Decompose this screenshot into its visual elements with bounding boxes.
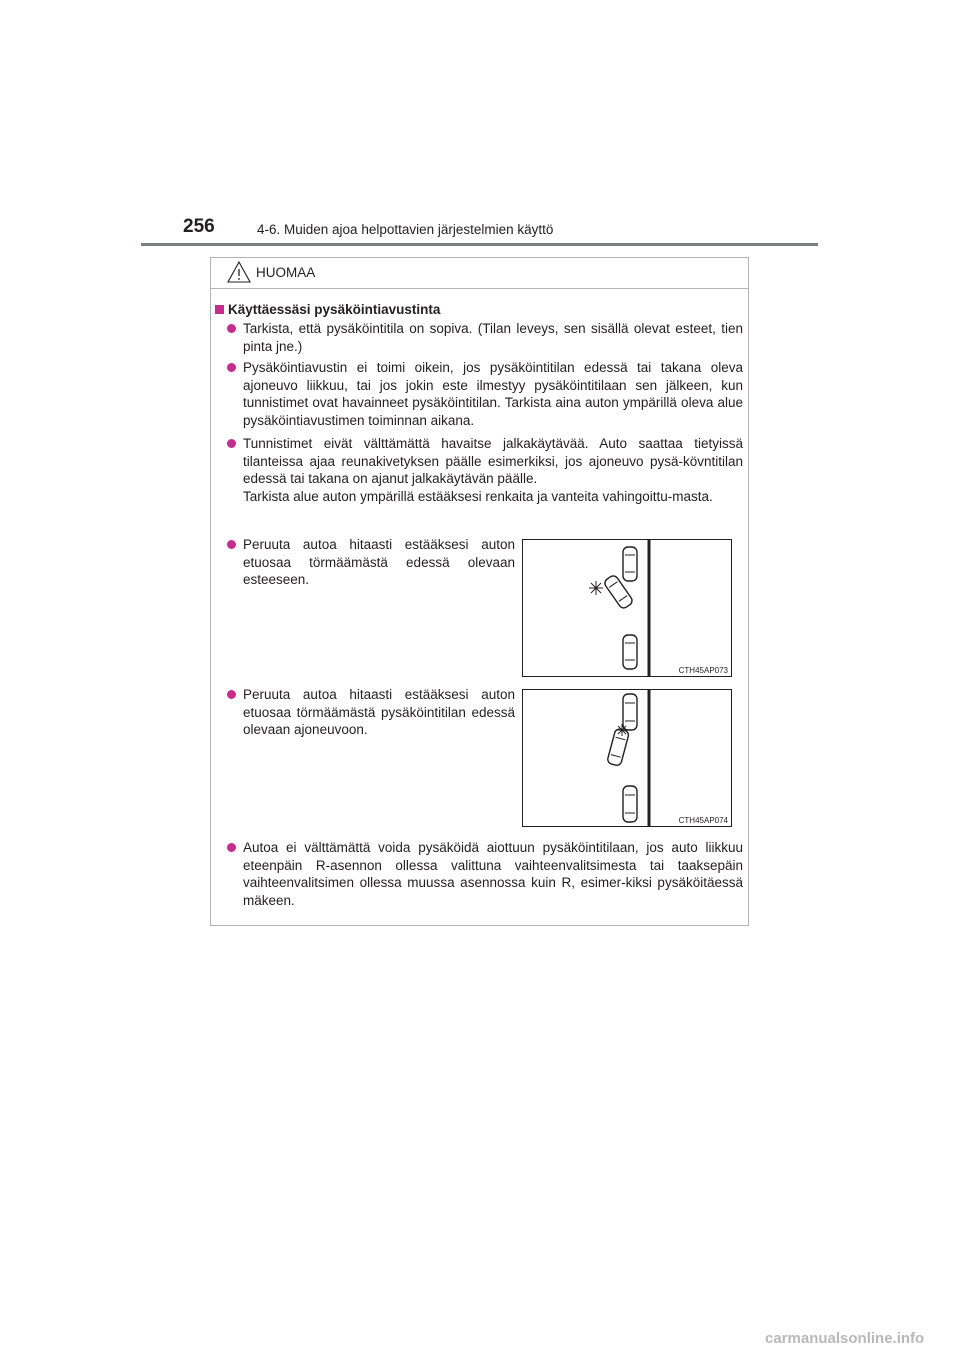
- bullet-icon: [227, 540, 236, 549]
- bullet-item: [227, 359, 743, 429]
- header-rule: [141, 243, 818, 246]
- notice-title: HUOMAA: [256, 265, 316, 280]
- bullet-text-continued: Tarkista alue auton ympärillä estääksesi renkaita ja vanteita vahingoittu-masta.: [243, 488, 713, 504]
- bullet-item: [227, 435, 743, 505]
- watermark: carmanualsonline.info: [765, 1330, 925, 1347]
- warning-triangle-icon: [226, 260, 252, 284]
- notice-header: [211, 258, 748, 289]
- figure-bullet: [227, 686, 515, 739]
- impact-icon: [589, 581, 603, 595]
- bullet-icon: [227, 843, 236, 852]
- car-icon: [623, 547, 637, 581]
- figure-code: CTH45AP073: [678, 666, 728, 675]
- bullet-text: Peruuta autoa hitaasti estääksesi auton etuosaa törmäämästä pysäköintitilan edessä olevaan ajoneuvoon.: [243, 687, 515, 737]
- figure-vehicle: [522, 689, 732, 827]
- bullet-icon: [227, 690, 236, 699]
- bullet-item: [227, 839, 743, 909]
- bullet-text: Pysäköintiavustin ei toimi oikein, jos pysäköintitilan edessä tai takana oleva ajoneuvo liikkuu, tai jos jokin este ilmestyy pysäköintitilaan sen jälkeen, kun tunnistimet ovat havainneet pysäköintitilan. Tarkista aina auton ympärillä oleva alue pysäköintiavustimen toiminnan aikana.: [243, 360, 743, 428]
- bullet-icon: [227, 363, 236, 372]
- section-square-icon: [215, 305, 224, 314]
- bullet-icon: [227, 439, 236, 448]
- page-number: 256: [183, 216, 215, 237]
- parking-diagram: [523, 540, 731, 676]
- notice-box: [210, 257, 749, 926]
- bullet-text: Tarkista, että pysäköintitila on sopiva. (Tilan leveys, sen sisällä olevat esteet, tien pinta jne.): [243, 321, 743, 354]
- bullet-text: Peruuta autoa hitaasti estääksesi auton etuosaa törmäämästä edessä olevaan esteeseen.: [243, 537, 515, 587]
- car-icon: [623, 635, 637, 669]
- parking-diagram: [523, 690, 731, 826]
- bullet-item: [227, 320, 743, 355]
- bullet-icon: [227, 324, 236, 333]
- figure-bullet: [227, 536, 515, 589]
- figure-code: CTH45AP074: [678, 816, 728, 825]
- car-icon: [623, 694, 637, 730]
- bullet-text: Autoa ei välttämättä voida pysäköidä aiottuun pysäköintitilaan, jos auto liikkuu eteenpäin R-asennon ollessa valittuna vaihteenvalitsimesta tai taaksepäin vaihteenvalitsimen ollessa muussa asennossa kuin R, esimer-kiksi pysäköitäessä mäkeen.: [243, 840, 743, 908]
- car-icon: [623, 786, 637, 822]
- figure-obstacle: [522, 539, 732, 677]
- section-title: Käyttäessäsi pysäköintiavustinta: [228, 302, 441, 317]
- bullet-text: Tunnistimet eivät välttämättä havaitse jalkakäytävää. Auto saattaa tietyissä tilanteissa ajaa reunakivetyksen päälle esimerkiksi, jos ajoneuvo pysä-kövntitilan edessä tai takana on ajanut jalkakäytävän päälle.: [243, 436, 743, 486]
- chapter-title: 4-6. Muiden ajoa helpottavien järjestelmien käyttö: [257, 222, 554, 237]
- section-heading: [215, 302, 440, 317]
